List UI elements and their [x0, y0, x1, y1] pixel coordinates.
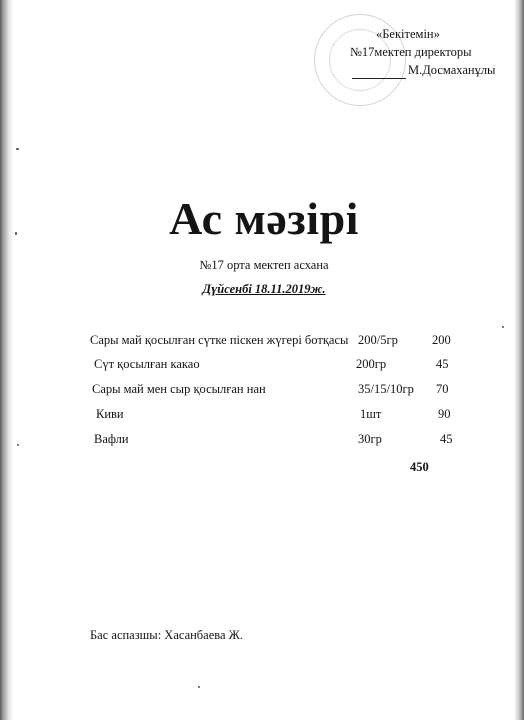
scan-speck	[502, 326, 504, 328]
menu-date: Дүйсенбі 18.11.2019ж.	[202, 282, 326, 296]
scan-speck	[16, 148, 19, 150]
document-page	[14, 0, 514, 720]
menu-item-price: 200	[432, 333, 451, 347]
approval-heading: «Бекітемін»	[376, 27, 440, 41]
scan-edge-left	[0, 0, 14, 720]
menu-item-price: 45	[436, 357, 449, 371]
approval-position: №17мектеп директоры	[350, 45, 472, 59]
signature-blank	[352, 62, 406, 79]
head-cook-signature: Бас аспазшы: Хасанбаева Ж.	[90, 628, 243, 642]
menu-item-portion: 35/15/10гр	[358, 382, 414, 396]
menu-item-price: 70	[436, 382, 449, 396]
menu-item-name: Киви	[96, 407, 124, 421]
director-name: М.Досмаханұлы	[408, 63, 496, 77]
menu-item-price: 45	[440, 432, 453, 446]
menu-item-name: Сүт қосылған какао	[94, 357, 200, 371]
menu-item-price: 90	[438, 407, 451, 421]
menu-item-portion: 200гр	[356, 357, 387, 371]
menu-item-portion: 200/5гр	[358, 333, 398, 347]
scan-speck	[198, 686, 200, 688]
menu-item-name: Сары май мен сыр қосылған нан	[92, 382, 266, 396]
menu-item-portion: 30гр	[358, 432, 382, 446]
document-title: Ас мәзірі	[169, 193, 359, 244]
scan-speck	[17, 444, 19, 446]
menu-item-portion: 1шт	[360, 407, 382, 421]
approval-signature-line	[352, 62, 495, 79]
menu-item-name: Сары май қосылған сүтке піскен жүгері ботқасы	[90, 333, 349, 347]
scan-edge-right	[514, 0, 524, 720]
document-subtitle: №17 орта мектеп асхана	[199, 258, 329, 272]
menu-item-name: Вафли	[94, 432, 129, 446]
menu-total: 450	[410, 460, 429, 474]
